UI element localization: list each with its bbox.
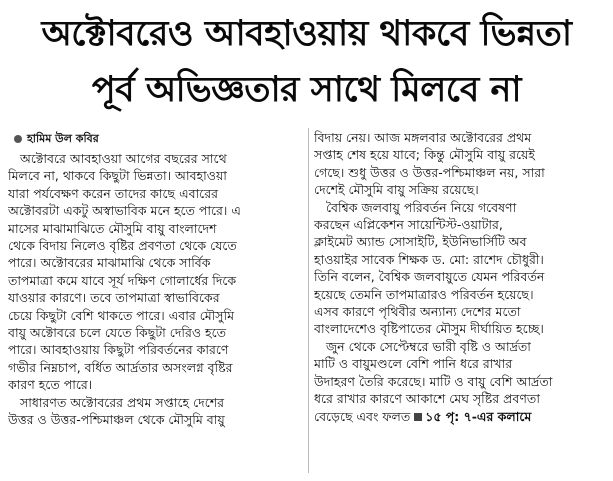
text-line: বায়ু অক্টোবরে চলে যেতে কিছুটা দেরিও হতে xyxy=(8,325,227,341)
text-line: যাওয়ার কারণে। তবে তাপমাত্রা স্বাভাবিকের xyxy=(8,290,220,306)
square-bullet-icon xyxy=(414,413,422,421)
text-line: তিনি বলেন, বৈশ্বিক জলবায়ুতে যেমন পরিবর্তন xyxy=(314,269,545,285)
text-line: গেছে। শুধু উত্তর ও উত্তর-পশ্চিমাঞ্চল নয়, সারা xyxy=(314,164,545,180)
author-name: হামিম উল কবির xyxy=(27,132,99,145)
text-fragment: বেড়েছে এবং ফলত xyxy=(314,408,411,424)
text-line: বাংলাদেশেও বৃষ্টিপাতের মৌসুম দীর্ঘায়িত হচ্ছে। xyxy=(314,321,544,337)
text-line: বিদায় নেয়। আজ মঙ্গলবার অক্টোবরের প্রথম xyxy=(314,130,532,145)
text-line: চেয়ে কিছুটা বেশি থাকতে পারে। এবার মৌসুমি xyxy=(8,307,235,323)
text-line: দেশেই মৌসুমি বায়ু সক্রিয় রয়েছে। xyxy=(314,182,479,198)
headline-line-2: পূর্ব অভিজ্ঞতার সাথে মিলবে না xyxy=(91,70,522,110)
text-line-with-continuation xyxy=(314,408,605,425)
text-line: মিলবে না, থাকবে কিছুটা ভিন্নতা। আবহাওয়া xyxy=(8,168,227,184)
text-line: হয়েছে তেমনি তাপমাত্রারও পরিবর্তন হয়েছে। xyxy=(314,286,534,302)
bullet-icon xyxy=(14,135,22,143)
text-line: উত্তর ও উত্তর-পশ্চিমাঞ্চল থেকে মৌসুমি বায়ু xyxy=(8,412,225,428)
text-line: গভীর নিম্নচাপ, বর্ধিত আর্দ্রতার অসংলগ্ন বৃষ্টির xyxy=(8,359,233,375)
text-line: মাসের মাঝামাঝিতে মৌসুমি বায়ু বাংলাদেশ xyxy=(8,220,217,236)
text-line: সপ্তাহ শেষ হয়ে যাবে; কিন্তু মৌসুমি বায়ু রয়েই xyxy=(314,147,535,163)
text-line: পারে। অক্টোবরের মাঝামাঝি থেকে সার্বিক xyxy=(8,255,211,271)
text-line: উদাহরণ তৈরি করেছে। মাটি ও বায়ু বেশি আর্দ্রতা xyxy=(314,373,553,389)
text-line: তাপমাত্রা কমে যাবে সূর্য দক্ষিণ গোলার্ধের দিকে xyxy=(8,272,237,288)
text-line: এসব কারণে পৃথিবীর অন্যান্য দেশের মতো xyxy=(314,304,521,320)
text-line: জুন থেকে সেপ্টেম্বরে ভারী বৃষ্টি ও আর্দ্রতা xyxy=(326,338,531,354)
headline-line-1: অক্টোবরেও আবহাওয়ায় থাকবে ভিন্নতা xyxy=(41,14,572,54)
article-column-left xyxy=(8,150,304,429)
text-line: ধরে রাখার কারণে আকাশে মেঘ সৃষ্টির প্রবণতা xyxy=(314,391,540,407)
text-line: কারণ হতে পারে। xyxy=(8,377,93,393)
continuation-jump: ১৫ পৃ: ৭-এর কলামে xyxy=(425,408,532,424)
text-line: অক্টোবরে আবহাওয়া আগের বছরের সাথে xyxy=(20,151,227,166)
text-line: অক্টোবরটা একটু অস্বাভাবিক মনে হতে পারে। এ xyxy=(8,203,241,219)
text-line: পারে। আবহাওয়ায় কিছুটা পরিবর্তনের কারণে xyxy=(8,342,229,358)
text-line: যারা পর্যবেক্ষণ করেন তাদের কাছে এবারের xyxy=(8,185,218,201)
article-column-right xyxy=(314,129,605,425)
text-line: সাধারণত অক্টোবরের প্রথম সপ্তাহে দেশের xyxy=(20,394,225,410)
text-line: হাওয়াইর সাবেক শিক্ষক ড. মো: রাশেদ চৌধুরী। xyxy=(314,251,544,267)
text-line: থেকে বিদায় নিলেও বৃষ্টির প্রবণতা থেকে যেতে xyxy=(8,238,237,254)
byline xyxy=(14,130,99,149)
text-line: বৈশ্বিক জলবায়ু পরিবর্তন নিয়ে গবেষণা xyxy=(326,199,517,215)
text-line: ক্লাইমেট অ্যান্ড সোসাইটি, ইউনিভার্সিটি অব xyxy=(314,234,527,250)
column-divider xyxy=(308,128,309,473)
text-line: করছেন এপ্লিকেশন সায়েন্টিস্ট-ওয়াটার, xyxy=(314,217,503,233)
text-line: মাটি ও বায়ুমণ্ডলে বেশি পানি ধরে রাখার xyxy=(314,356,513,372)
